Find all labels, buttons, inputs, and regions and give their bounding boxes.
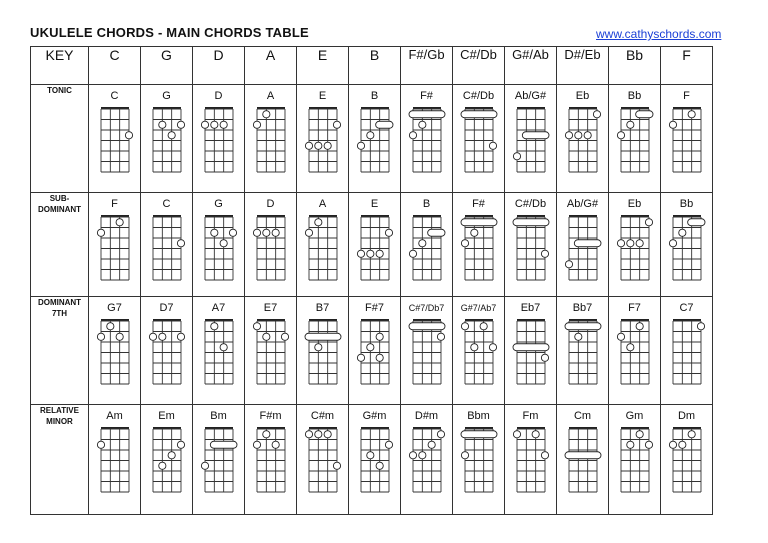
- chord-row: [31, 405, 713, 515]
- finger-dot: [210, 229, 217, 236]
- finger-dot: [470, 229, 477, 236]
- chord-diagram: [409, 425, 445, 495]
- key-9: D#/Eb: [557, 47, 609, 85]
- chord-cell: [609, 405, 661, 515]
- chord-cell: [453, 193, 505, 297]
- barre-marker: [427, 229, 444, 236]
- chord-name: B7: [315, 302, 330, 314]
- finger-dot: [272, 441, 279, 448]
- chord-name: Dm: [677, 410, 696, 422]
- chord-cell: [609, 193, 661, 297]
- chord-diagram: [97, 105, 133, 175]
- finger-dot: [409, 452, 416, 459]
- finger-dot: [281, 333, 288, 340]
- chord-diagram: [669, 317, 705, 387]
- chord-cell: [505, 297, 557, 405]
- finger-dot: [489, 344, 496, 351]
- finger-dot: [253, 121, 260, 128]
- finger-dot: [366, 132, 373, 139]
- chord-row: [31, 85, 713, 193]
- chord-cell: [245, 297, 297, 405]
- finger-dot: [177, 121, 184, 128]
- chord-name: F: [111, 198, 118, 210]
- chord-diagram: [565, 317, 601, 387]
- chord-name: A: [266, 90, 275, 102]
- finger-dot: [565, 132, 572, 139]
- chord-row: [31, 297, 713, 405]
- chord-cell: [193, 297, 245, 405]
- barre-marker: [522, 132, 549, 139]
- finger-dot: [541, 250, 548, 257]
- chord-name: Fm: [522, 410, 539, 422]
- finger-dot: [314, 142, 321, 149]
- chord-diagram: [565, 213, 601, 283]
- chord-diagram: [513, 425, 549, 495]
- finger-dot: [636, 323, 643, 330]
- chord-cell: [193, 193, 245, 297]
- chord-diagram: [461, 213, 497, 283]
- chord-cell: [505, 405, 557, 515]
- finger-dot: [106, 323, 113, 330]
- finger-dot: [262, 431, 269, 438]
- finger-dot: [409, 132, 416, 139]
- chord-diagram: [149, 317, 185, 387]
- chord-name: E: [370, 198, 379, 210]
- chord-name: Am: [106, 410, 123, 422]
- chord-name: Em: [158, 410, 175, 422]
- barre-marker: [461, 431, 497, 438]
- chord-name: Eb: [575, 90, 590, 102]
- finger-dot: [565, 261, 572, 268]
- finger-dot: [418, 452, 425, 459]
- finger-dot: [158, 333, 165, 340]
- chord-cell: [193, 405, 245, 515]
- chord-diagram: [409, 105, 445, 175]
- header-row: [31, 47, 713, 85]
- finger-dot: [305, 431, 312, 438]
- chord-diagram: [305, 105, 341, 175]
- chord-cell: [297, 405, 349, 515]
- chord-name: C#7/Db7: [408, 303, 445, 313]
- chord-diagram: [461, 105, 497, 175]
- finger-dot: [149, 333, 156, 340]
- chord-name: A7: [211, 302, 226, 314]
- finger-dot: [385, 441, 392, 448]
- finger-dot: [584, 132, 591, 139]
- chord-diagram: [357, 213, 393, 283]
- chord-cell: [453, 405, 505, 515]
- finger-dot: [97, 229, 104, 236]
- chord-name: D: [214, 90, 223, 102]
- finger-dot: [262, 229, 269, 236]
- finger-dot: [220, 121, 227, 128]
- finger-dot: [626, 121, 633, 128]
- chord-diagram: [201, 105, 237, 175]
- finger-dot: [97, 441, 104, 448]
- chord-cell: [349, 405, 401, 515]
- chord-cell: [401, 193, 453, 297]
- chord-cell: [557, 193, 609, 297]
- finger-dot: [617, 333, 624, 340]
- finger-dot: [168, 452, 175, 459]
- finger-dot: [574, 132, 581, 139]
- chord-cell: [557, 297, 609, 405]
- chord-name: Bm: [210, 410, 227, 422]
- chord-name: D: [266, 198, 275, 210]
- chord-diagram: [253, 317, 289, 387]
- chord-diagram: [565, 105, 601, 175]
- chord-diagram: [253, 425, 289, 495]
- chord-cell: [661, 193, 713, 297]
- finger-dot: [461, 323, 468, 330]
- finger-dot: [636, 431, 643, 438]
- key-0: C: [89, 47, 141, 85]
- chord-name: G: [162, 90, 171, 102]
- finger-dot: [333, 462, 340, 469]
- finger-dot: [626, 344, 633, 351]
- chord-name: D#m: [414, 410, 439, 422]
- finger-dot: [376, 250, 383, 257]
- chord-cell: [245, 85, 297, 193]
- chord-diagram: [565, 425, 601, 495]
- chord-diagram: [149, 213, 185, 283]
- barre-marker: [210, 441, 237, 448]
- chord-cell: [609, 297, 661, 405]
- chord-diagram: [513, 317, 549, 387]
- finger-dot: [480, 323, 487, 330]
- key-8: G#/Ab: [505, 47, 557, 85]
- chord-name: F#: [472, 198, 485, 210]
- website-link[interactable]: www.cathyschords.com: [596, 27, 722, 41]
- chord-name: B: [422, 198, 431, 210]
- barre-marker: [635, 111, 652, 118]
- finger-dot: [357, 142, 364, 149]
- chord-diagram: [149, 425, 185, 495]
- chord-name: Eb: [627, 198, 642, 210]
- chord-name: C#m: [310, 410, 335, 422]
- chord-cell: [505, 193, 557, 297]
- chord-name: G#m: [362, 410, 387, 422]
- barre-marker: [409, 111, 445, 118]
- chord-cell: [661, 405, 713, 515]
- chord-cell: [297, 297, 349, 405]
- finger-dot: [314, 219, 321, 226]
- chord-diagram: [617, 213, 653, 283]
- chord-diagram: [461, 317, 497, 387]
- chord-diagram: [253, 213, 289, 283]
- row-label: DOMINANT 7TH: [31, 297, 89, 405]
- key-11: F: [661, 47, 713, 85]
- chord-name: Bb: [679, 198, 694, 210]
- finger-dot: [626, 240, 633, 247]
- barre-marker: [461, 111, 497, 118]
- chord-cell: [245, 405, 297, 515]
- finger-dot: [366, 250, 373, 257]
- barre-marker: [409, 323, 445, 330]
- finger-dot: [645, 219, 652, 226]
- finger-dot: [229, 229, 236, 236]
- chord-cell: [297, 193, 349, 297]
- barre-marker: [565, 323, 601, 330]
- barre-marker: [513, 219, 549, 226]
- finger-dot: [357, 250, 364, 257]
- finger-dot: [272, 229, 279, 236]
- chord-cell: [661, 297, 713, 405]
- chord-name: B: [370, 90, 379, 102]
- key-4: E: [297, 47, 349, 85]
- finger-dot: [697, 323, 704, 330]
- barre-marker: [461, 219, 497, 226]
- chord-name: C: [110, 90, 119, 102]
- finger-dot: [168, 132, 175, 139]
- chord-name: G: [214, 198, 223, 210]
- finger-dot: [688, 111, 695, 118]
- barre-marker: [565, 452, 601, 459]
- finger-dot: [177, 333, 184, 340]
- finger-dot: [116, 219, 123, 226]
- chord-diagram: [357, 317, 393, 387]
- finger-dot: [574, 333, 581, 340]
- chord-name: G#7/Ab7: [460, 303, 497, 313]
- chord-diagram: [305, 425, 341, 495]
- chord-cell: [297, 85, 349, 193]
- barre-marker: [305, 333, 341, 340]
- finger-dot: [437, 431, 444, 438]
- chord-cell: [453, 297, 505, 405]
- row-label: TONIC: [31, 85, 89, 193]
- chord-cell: [141, 85, 193, 193]
- chord-name: G7: [107, 302, 122, 314]
- chord-diagram: [97, 213, 133, 283]
- finger-dot: [220, 344, 227, 351]
- chord-diagram: [357, 105, 393, 175]
- finger-dot: [177, 441, 184, 448]
- barre-marker: [574, 240, 601, 247]
- chord-cell: [141, 193, 193, 297]
- finger-dot: [470, 344, 477, 351]
- finger-dot: [314, 431, 321, 438]
- chord-cell: [661, 85, 713, 193]
- chord-name: E7: [263, 302, 278, 314]
- chord-cell: [193, 85, 245, 193]
- finger-dot: [513, 431, 520, 438]
- chord-cell: [349, 193, 401, 297]
- chord-cell: [453, 85, 505, 193]
- finger-dot: [461, 240, 468, 247]
- finger-dot: [210, 323, 217, 330]
- chord-name: F#7: [365, 302, 384, 314]
- finger-dot: [210, 121, 217, 128]
- key-1: G: [141, 47, 193, 85]
- finger-dot: [201, 462, 208, 469]
- page-title: UKULELE CHORDS - MAIN CHORDS TABLE: [30, 25, 309, 40]
- finger-dot: [541, 452, 548, 459]
- finger-dot: [409, 250, 416, 257]
- finger-dot: [376, 333, 383, 340]
- chord-cell: [89, 193, 141, 297]
- finger-dot: [97, 333, 104, 340]
- finger-dot: [669, 441, 676, 448]
- finger-dot: [324, 142, 331, 149]
- chord-diagram: [617, 317, 653, 387]
- finger-dot: [437, 333, 444, 340]
- finger-dot: [116, 333, 123, 340]
- chord-name: Bbm: [467, 410, 490, 422]
- chord-diagram: [97, 425, 133, 495]
- chord-name: F7: [628, 302, 641, 314]
- chord-diagram: [409, 213, 445, 283]
- chord-cell: [401, 85, 453, 193]
- chord-name: F#: [420, 90, 433, 102]
- chord-row: [31, 193, 713, 297]
- finger-dot: [678, 441, 685, 448]
- chord-name: Gm: [625, 410, 644, 422]
- finger-dot: [262, 111, 269, 118]
- chord-name: D7: [159, 302, 174, 314]
- chord-diagram: [201, 425, 237, 495]
- finger-dot: [678, 229, 685, 236]
- chord-diagram: [409, 317, 445, 387]
- finger-dot: [617, 132, 624, 139]
- chord-name: C7: [679, 302, 694, 314]
- chord-cell: [557, 405, 609, 515]
- finger-dot: [220, 240, 227, 247]
- finger-dot: [253, 323, 260, 330]
- chord-diagram: [617, 425, 653, 495]
- chord-diagram: [305, 317, 341, 387]
- chord-cell: [349, 85, 401, 193]
- finger-dot: [626, 441, 633, 448]
- chord-cell: [89, 297, 141, 405]
- barre-marker: [513, 344, 549, 351]
- chord-name: C: [162, 198, 171, 210]
- barre-marker: [375, 121, 392, 128]
- chord-name: E: [318, 90, 327, 102]
- chord-diagram: [357, 425, 393, 495]
- chord-diagram: [513, 213, 549, 283]
- chord-name: Bb: [627, 90, 642, 102]
- chord-diagram: [617, 105, 653, 175]
- finger-dot: [669, 121, 676, 128]
- finger-dot: [513, 153, 520, 160]
- finger-dot: [418, 240, 425, 247]
- finger-dot: [357, 354, 364, 361]
- key-header: KEY: [31, 47, 89, 85]
- chord-name: C#/Db: [462, 90, 495, 102]
- key-5: B: [349, 47, 401, 85]
- chord-name: A: [318, 198, 327, 210]
- finger-dot: [333, 121, 340, 128]
- chord-cell: [401, 297, 453, 405]
- chord-name: Bb7: [572, 302, 593, 314]
- finger-dot: [532, 431, 539, 438]
- finger-dot: [593, 111, 600, 118]
- finger-dot: [177, 240, 184, 247]
- chord-cell: [89, 405, 141, 515]
- chord-name: C#/Db: [514, 198, 547, 210]
- chord-cell: [349, 297, 401, 405]
- chord-diagram: [513, 105, 549, 175]
- key-6: F#/Gb: [401, 47, 453, 85]
- row-label: RELATIVE MINOR: [31, 405, 89, 515]
- chord-diagram: [201, 317, 237, 387]
- finger-dot: [489, 142, 496, 149]
- chord-name: F: [683, 90, 690, 102]
- key-7: C#/Db: [453, 47, 505, 85]
- chord-diagram: [461, 425, 497, 495]
- finger-dot: [385, 229, 392, 236]
- finger-dot: [262, 333, 269, 340]
- finger-dot: [418, 121, 425, 128]
- finger-dot: [305, 229, 312, 236]
- finger-dot: [428, 441, 435, 448]
- finger-dot: [324, 431, 331, 438]
- chord-cell: [141, 297, 193, 405]
- finger-dot: [158, 121, 165, 128]
- finger-dot: [253, 229, 260, 236]
- finger-dot: [201, 121, 208, 128]
- chord-diagram: [97, 317, 133, 387]
- finger-dot: [636, 240, 643, 247]
- chord-cell: [609, 85, 661, 193]
- chord-diagram: [253, 105, 289, 175]
- chord-cell: [401, 405, 453, 515]
- chord-cell: [505, 85, 557, 193]
- finger-dot: [617, 240, 624, 247]
- chord-cell: [141, 405, 193, 515]
- key-3: A: [245, 47, 297, 85]
- chord-name: Cm: [573, 410, 592, 422]
- finger-dot: [253, 441, 260, 448]
- finger-dot: [158, 462, 165, 469]
- finger-dot: [314, 344, 321, 351]
- finger-dot: [305, 142, 312, 149]
- chord-cell: [245, 193, 297, 297]
- chords-table: [30, 46, 713, 515]
- chord-name: F#m: [259, 410, 282, 422]
- row-label: SUB- DOMINANT: [31, 193, 89, 297]
- chord-diagram: [149, 105, 185, 175]
- finger-dot: [376, 462, 383, 469]
- finger-dot: [541, 354, 548, 361]
- chord-diagram: [305, 213, 341, 283]
- chord-cell: [89, 85, 141, 193]
- key-10: Bb: [609, 47, 661, 85]
- chord-name: Eb7: [520, 302, 541, 314]
- finger-dot: [669, 240, 676, 247]
- finger-dot: [366, 344, 373, 351]
- chord-diagram: [669, 213, 705, 283]
- finger-dot: [688, 431, 695, 438]
- barre-marker: [687, 219, 704, 226]
- chord-cell: [557, 85, 609, 193]
- finger-dot: [366, 452, 373, 459]
- finger-dot: [461, 452, 468, 459]
- finger-dot: [376, 354, 383, 361]
- finger-dot: [645, 441, 652, 448]
- chord-diagram: [669, 425, 705, 495]
- chord-diagram: [669, 105, 705, 175]
- chord-diagram: [201, 213, 237, 283]
- finger-dot: [125, 132, 132, 139]
- chord-name: Ab/G#: [514, 90, 547, 102]
- key-2: D: [193, 47, 245, 85]
- chord-name: Ab/G#: [566, 198, 599, 210]
- chords-table-body: [31, 47, 713, 515]
